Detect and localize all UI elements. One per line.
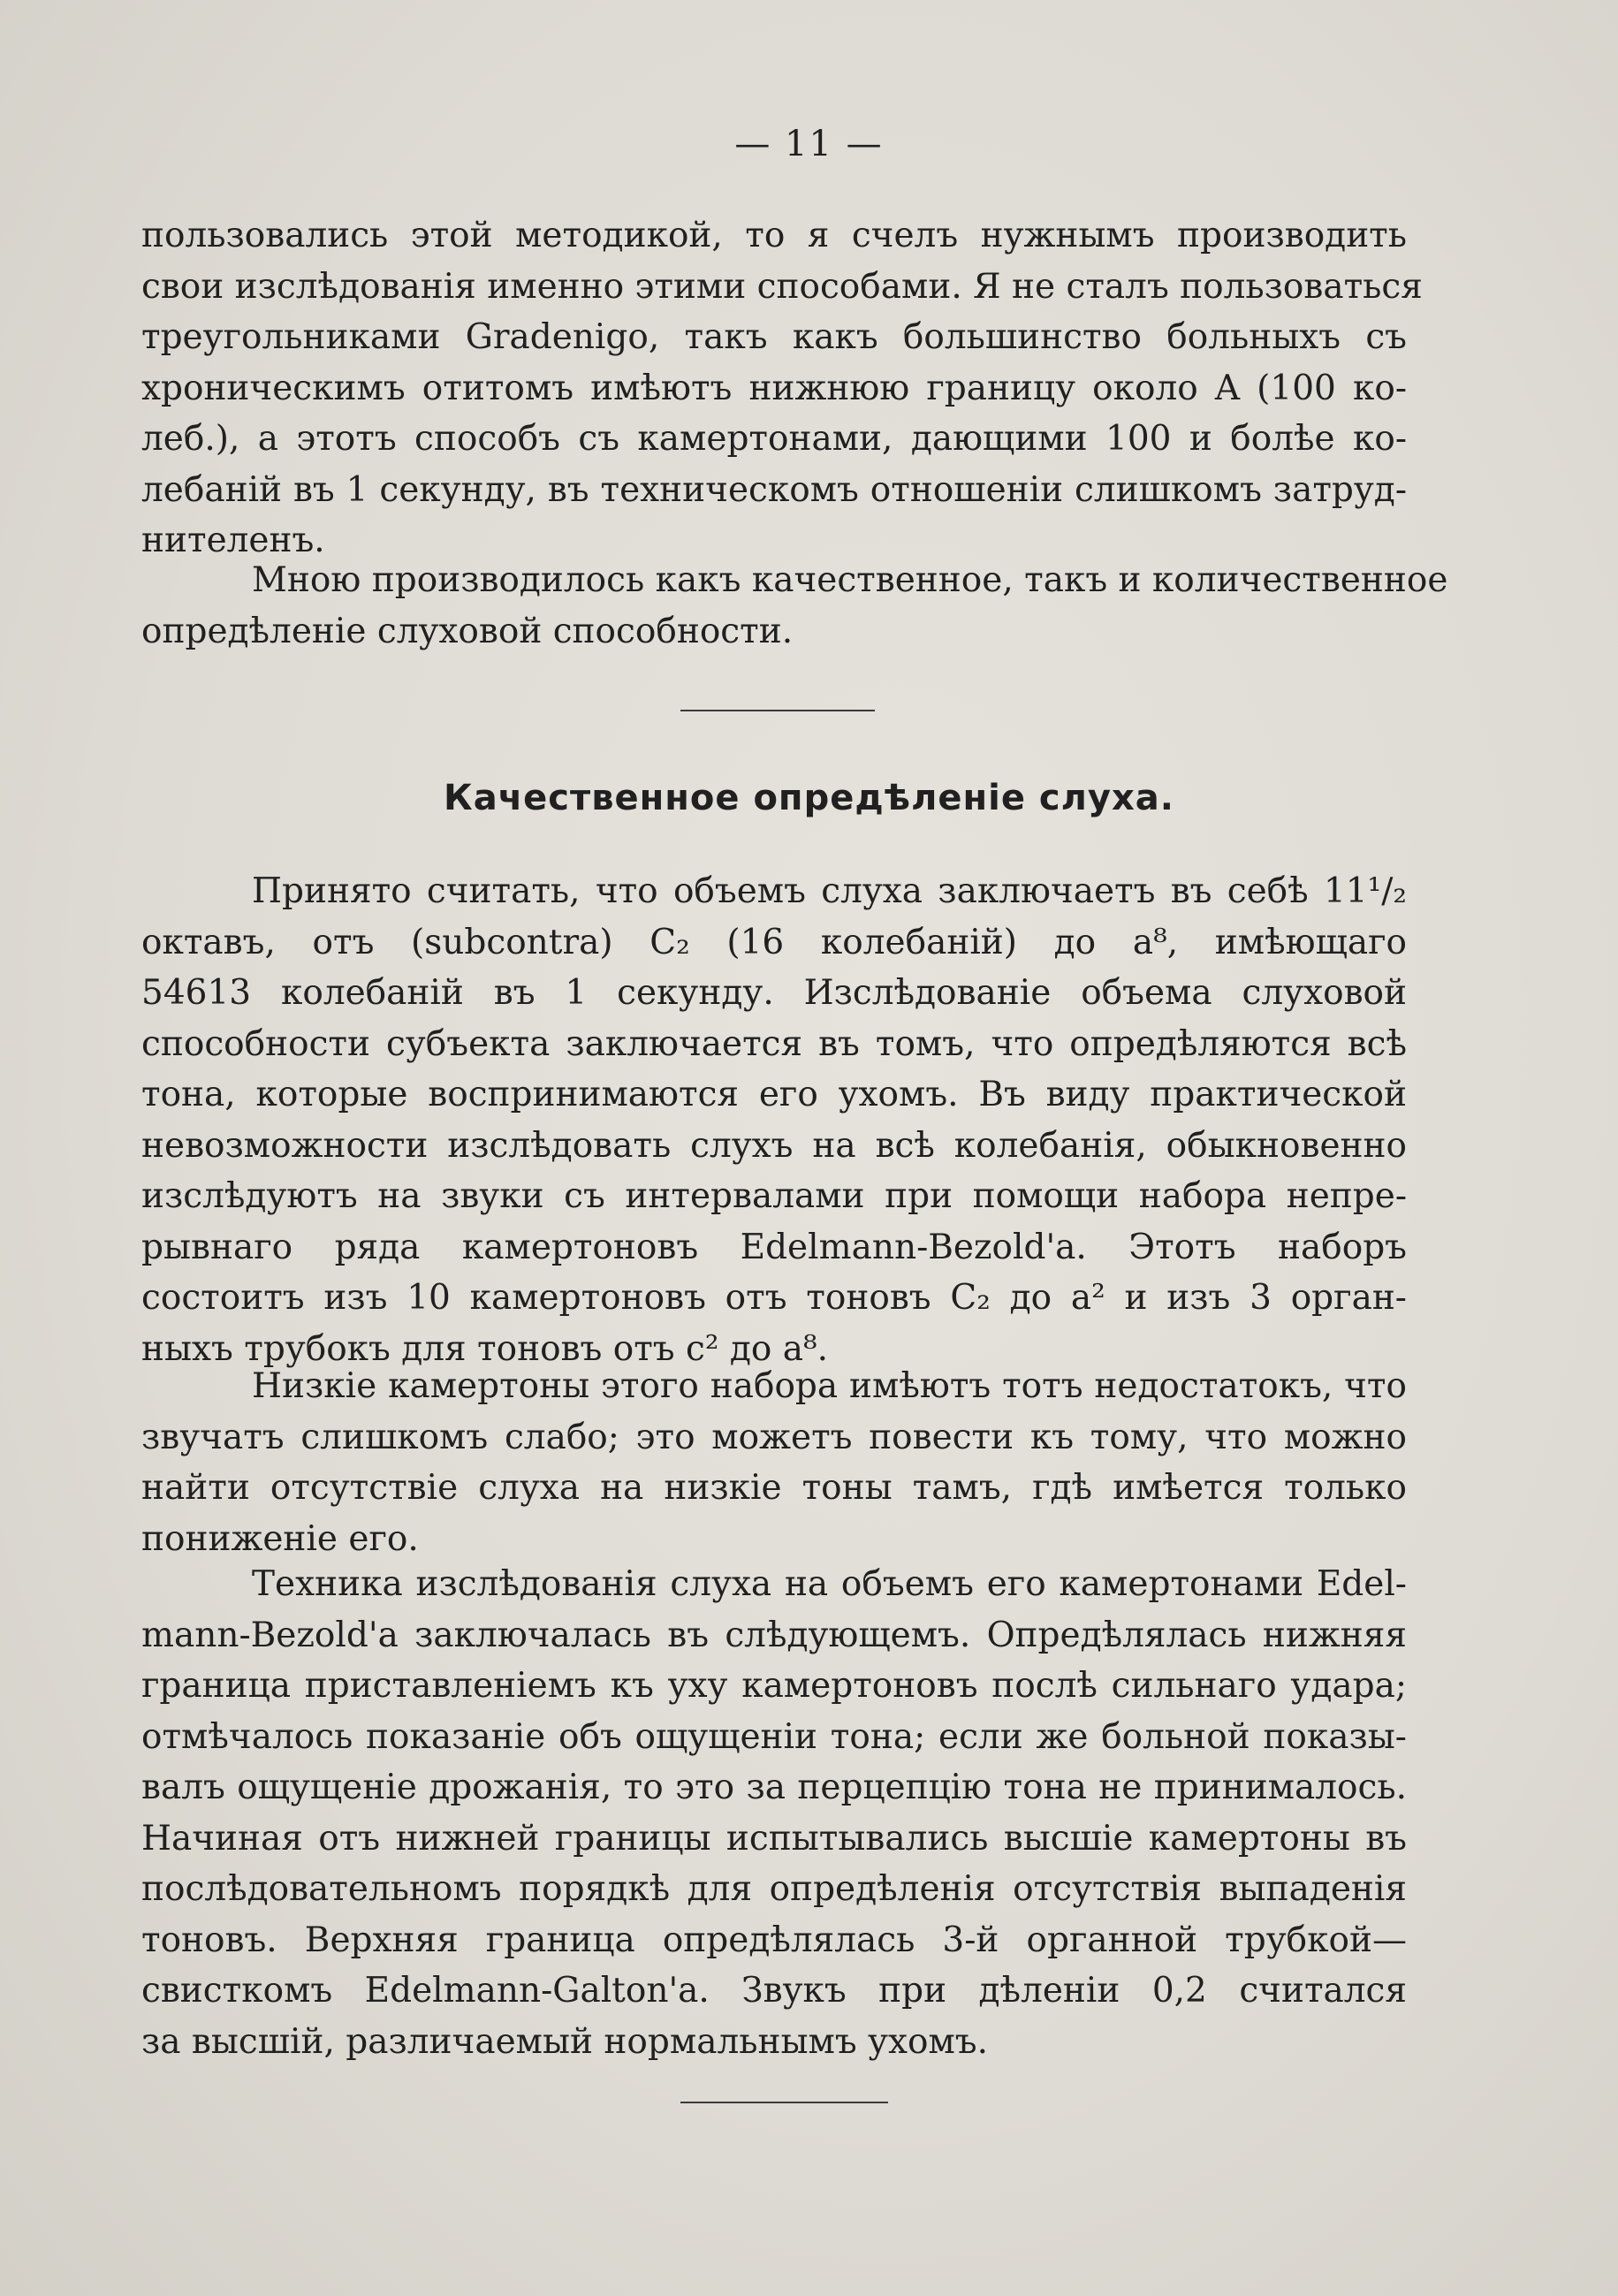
text-line: Начиная отъ нижней границы испытывались высшіе камертоны въ — [141, 1818, 1407, 1859]
page-number: — 11 — — [734, 124, 884, 164]
section-heading: Качественное опредѣленіе слуха. — [444, 778, 1174, 818]
text-line: лебаній въ 1 секунду, въ техническомъ отношеніи слишкомъ затруд- — [141, 469, 1407, 510]
paragraph-low-forks — [141, 1361, 1407, 1564]
text-line: леб.), а этотъ способъ съ камертонами, дающими 100 и болѣе ко- — [141, 419, 1407, 459]
text-line: изслѣдуютъ на звуки съ интервалами при помощи набора непре- — [141, 1176, 1407, 1216]
text-line: пользовались этой методикой, то я счелъ нужнымъ производить — [141, 216, 1407, 255]
text-line: 54613 колебаній въ 1 секунду. Изслѣдованіе объема слуховой — [141, 973, 1407, 1013]
text-line: нителенъ. — [141, 521, 325, 560]
text-line: Мною производилось какъ качественное, такъ и количественное — [252, 560, 1448, 600]
text-line: найти отсутствіе слуха на низкіе тоны тамъ, гдѣ имѣется только — [141, 1468, 1407, 1508]
text-line: отмѣчалось показаніе объ ощущеніи тона; если же больной показы- — [141, 1716, 1407, 1757]
text-line: свисткомъ Edelmann-Galton'a. Звукъ при дѣленіи 0,2 считался — [141, 1971, 1407, 2011]
section-divider — [680, 710, 875, 711]
text-line: пониженіе его. — [141, 1518, 419, 1559]
text-line: тона, которые воспринимаются его ухомъ. Въ виду практической — [141, 1075, 1407, 1114]
text-line: хроническимъ отитомъ имѣютъ нижнюю границу около A (100 ко- — [141, 368, 1407, 408]
paragraph-method — [141, 555, 1448, 657]
text-line: состоитъ изъ 10 камертоновъ отъ тоновъ C₂ до a² и изъ 3 орган- — [141, 1278, 1407, 1318]
text-line: способности субъекта заключается въ томъ, что опредѣляются всѣ — [141, 1023, 1407, 1064]
text-line: граница приставленіемъ къ уху камертоновъ послѣ сильнаго удара; — [141, 1666, 1407, 1706]
text-line: Принято считать, что объемъ слуха заключаетъ въ себѣ 11¹/₂ — [252, 871, 1407, 911]
text-line: звучатъ слишкомъ слабо; это можетъ повести къ тому, что можно — [141, 1417, 1407, 1457]
text-line: mann-Bezold'a заключалась въ слѣдующемъ. Опредѣлялась нижняя — [141, 1615, 1407, 1655]
text-line: свои изслѣдованія именно этими способами. Я не сталъ пользоваться — [141, 266, 1423, 307]
text-line: октавъ, отъ (subcontra) C₂ (16 колебаній) до a⁸, имѣющаго — [141, 922, 1407, 962]
text-line: треугольниками Gradenigo, такъ какъ большинство больныхъ съ — [141, 317, 1407, 357]
text-line: за высшій, различаемый нормальнымъ ухомъ. — [141, 2021, 988, 2062]
text-line: невозможности изслѣдовать слухъ на всѣ колебанія, обыкновенно — [141, 1125, 1407, 1166]
text-line: тоновъ. Верхняя граница опредѣлялась 3-й органной трубкой— — [141, 1920, 1407, 1960]
section-divider — [680, 2102, 888, 2103]
text-line: валъ ощущеніе дрожанія, то это за перцепцію тона не принималось. — [141, 1768, 1407, 1807]
paragraph-hearing-range — [141, 866, 1407, 1374]
paragraph-technique — [141, 1559, 1407, 2067]
text-line: опредѣленіе слуховой способности. — [141, 611, 794, 651]
text-line: Техника изслѣдованія слуха на объемъ его камертонами Edel- — [252, 1564, 1407, 1604]
text-line: Низкіе камертоны этого набора имѣютъ тотъ недостатокъ, что — [252, 1366, 1407, 1406]
text-line: послѣдовательномъ порядкѣ для опредѣленія отсутствія выпаденія — [141, 1869, 1407, 1909]
text-line: рывнаго ряда камертоновъ Edelmann-Bezold'a. Этотъ наборъ — [141, 1227, 1407, 1267]
text-line: ныхъ трубокъ для тоновъ отъ c² до a⁸. — [141, 1328, 829, 1369]
paragraph-continuation — [141, 210, 1423, 566]
